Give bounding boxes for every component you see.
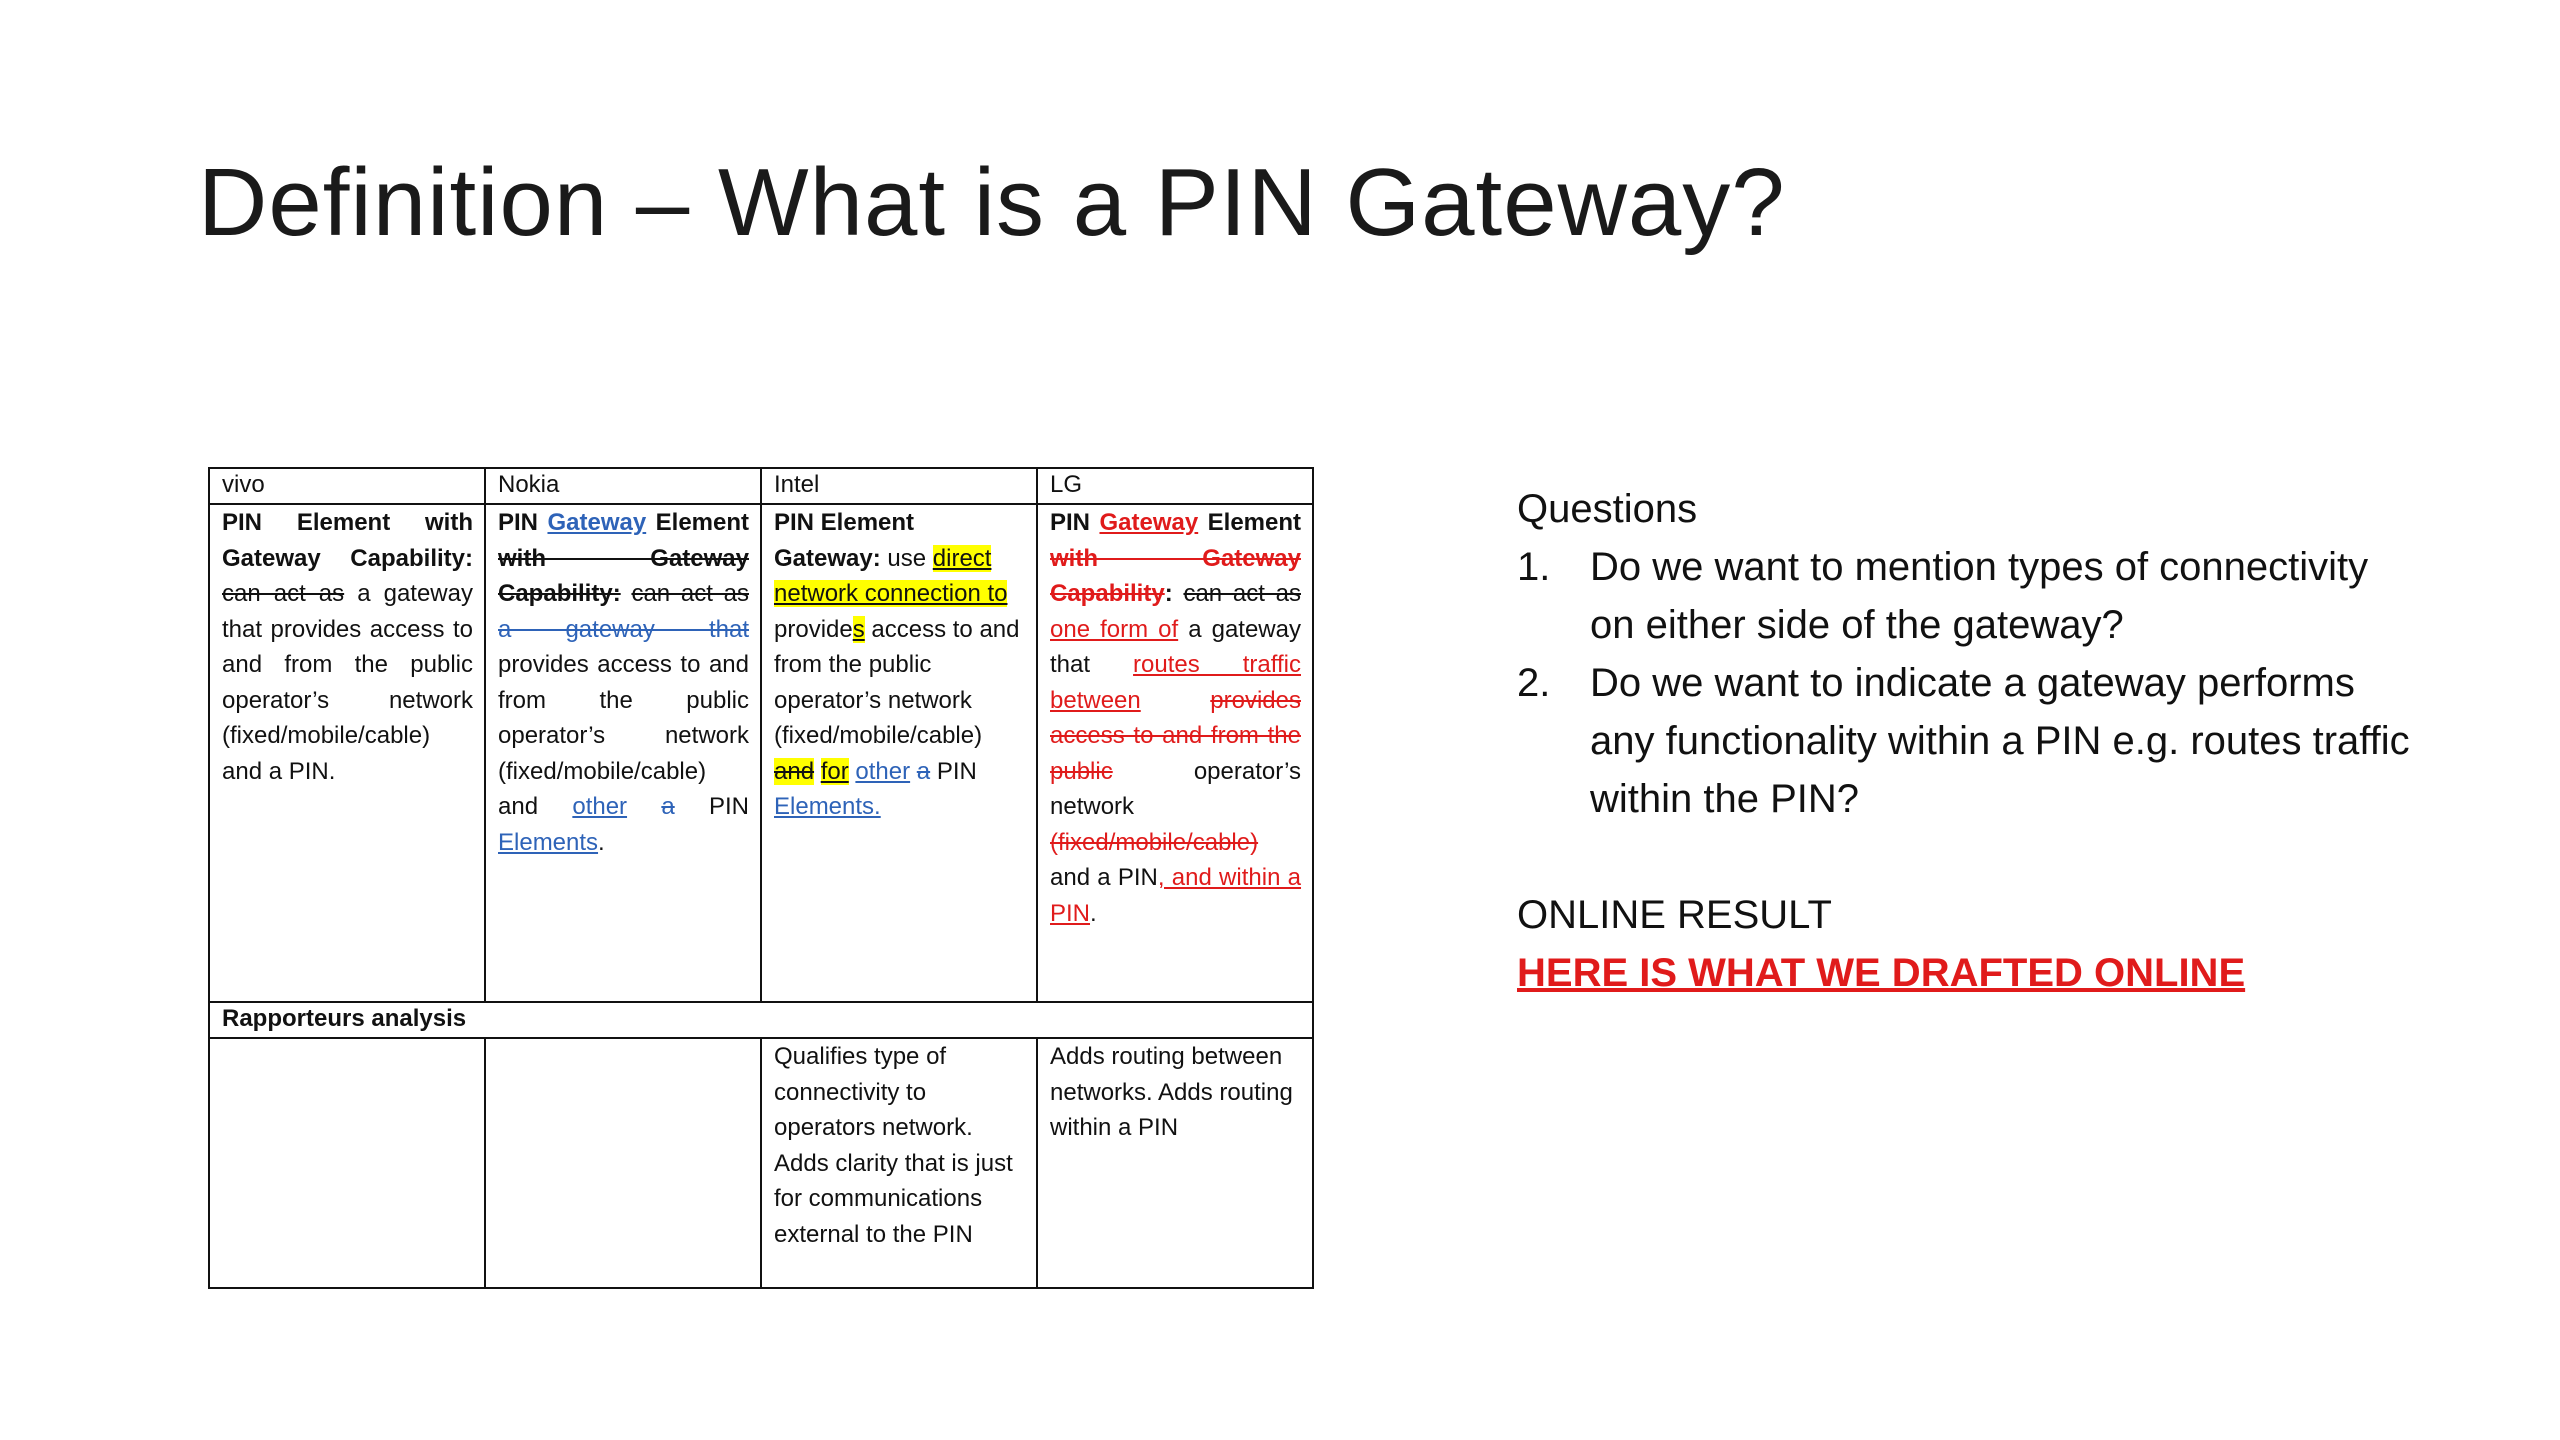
lg-a-gateway: a gateway that — [1050, 615, 1301, 678]
header-lg: LG — [1037, 468, 1313, 504]
lg-colon: : — [1164, 580, 1173, 607]
analysis-header-row — [209, 1002, 1313, 1038]
analysis-vivo — [209, 1038, 485, 1288]
vivo-body: a gateway that provides access to and from the public operator’s network (fixed/mobile/cable) and a PIN. — [222, 580, 473, 785]
intel-provide: provide — [774, 615, 853, 643]
online-result-label: ONLINE RESULT — [1517, 893, 1832, 937]
header-row — [209, 468, 1313, 504]
intel-inserted-elements: Elements. — [774, 793, 881, 820]
lg-inserted-gateway: Gateway — [1099, 509, 1199, 536]
lg-deleted-with-gateway: with Gateway Capability — [1050, 544, 1301, 607]
questions-panel — [1517, 480, 2417, 1002]
nokia-proposal-cell — [485, 504, 761, 1002]
vivo-deleted-text: can act as — [222, 580, 345, 607]
question-number: 2. — [1517, 661, 1551, 705]
lg-proposal-cell — [1037, 504, 1313, 1002]
lg-inserted-one-form: one form of — [1050, 615, 1179, 643]
slide-title: Definition – What is a PIN Gateway? — [198, 149, 1786, 256]
intel-inserted-other: other — [855, 757, 911, 785]
proposal-row — [209, 504, 1313, 1002]
nokia-inserted-elements: Elements — [498, 828, 599, 856]
intel-deleted-a: a — [916, 757, 931, 785]
intel-inserted-s: s — [852, 615, 865, 643]
header-intel: Intel — [761, 468, 1037, 504]
nokia-end: . — [598, 828, 605, 856]
header-nokia: Nokia — [485, 468, 761, 504]
lg-pin: PIN — [1050, 509, 1091, 536]
vivo-term: PIN Element with Gateway Capability: — [222, 509, 473, 572]
comparison-table-wrapper — [208, 467, 1312, 1289]
lg-and-a-pin: and a PIN — [1050, 864, 1158, 891]
question-item — [1517, 538, 2417, 654]
analysis-intel: Qualifies type of connectivity to operators network. Adds clarity that is just for communications external to the PIN — [761, 1038, 1037, 1288]
lg-element: Element — [1207, 509, 1302, 536]
intel-term: PIN Element Gateway: — [774, 509, 915, 572]
nokia-pin: PIN — [498, 509, 539, 536]
analysis-row — [209, 1038, 1313, 1288]
intel-proposal-cell — [761, 504, 1037, 1002]
nokia-element: Element — [655, 509, 750, 536]
lg-deleted-can-act: can act as — [1183, 580, 1301, 607]
nokia-pin-2: PIN — [709, 793, 750, 820]
intel-body: access to and from the public operator’s network (fixed/mobile/cable) — [774, 615, 1020, 749]
header-vivo: vivo — [209, 468, 485, 504]
lg-end: . — [1090, 899, 1097, 927]
lg-deleted-provides: provides access to and from the public — [1050, 686, 1301, 785]
analysis-lg: Adds routing between networks. Adds routing within a PIN — [1037, 1038, 1313, 1288]
questions-heading: Questions — [1517, 487, 1698, 531]
intel-deleted-and: and — [774, 757, 815, 785]
intel-pin: PIN — [936, 757, 977, 785]
nokia-inserted-other: other — [572, 793, 628, 820]
question-number: 1. — [1517, 545, 1551, 589]
comparison-table — [208, 467, 1314, 1289]
analysis-label: Rapporteurs analysis — [209, 1002, 1313, 1038]
analysis-nokia — [485, 1038, 761, 1288]
lg-deleted-fixed: (fixed/mobile/cable) — [1050, 828, 1259, 856]
lg-inserted-within: , and within a PIN — [1050, 864, 1302, 927]
question-item — [1517, 654, 2417, 828]
nokia-inserted-gateway: Gateway — [547, 509, 647, 536]
vivo-proposal-cell — [209, 504, 485, 1002]
intel-inserted-direct: direct network connection to — [774, 544, 1008, 607]
question-text: Do we want to mention types of connectivity on either side of the gateway? — [1590, 545, 2369, 647]
nokia-body: provides access to and from the public operator’s network (fixed/mobile/cable) and — [498, 651, 749, 820]
nokia-deleted-a-gateway: a gateway that — [498, 615, 749, 643]
nokia-deleted-can-act: can act as — [631, 580, 749, 607]
question-text: Do we want to indicate a gateway performs any functionality within a PIN e.g. routes traffic within the PIN? — [1590, 661, 2410, 821]
online-result-link[interactable]: HERE IS WHAT WE DRAFTED ONLINE — [1517, 951, 2246, 995]
intel-inserted-for: for — [820, 757, 849, 785]
lg-inserted-routes: routes traffic between — [1050, 651, 1301, 714]
intel-use: use — [887, 544, 927, 572]
lg-operators-network: operator’s network — [1050, 757, 1301, 820]
questions-list — [1517, 538, 2417, 828]
nokia-deleted-with-gateway: with Gateway Capability: — [498, 544, 749, 607]
nokia-deleted-a: a — [661, 793, 675, 820]
